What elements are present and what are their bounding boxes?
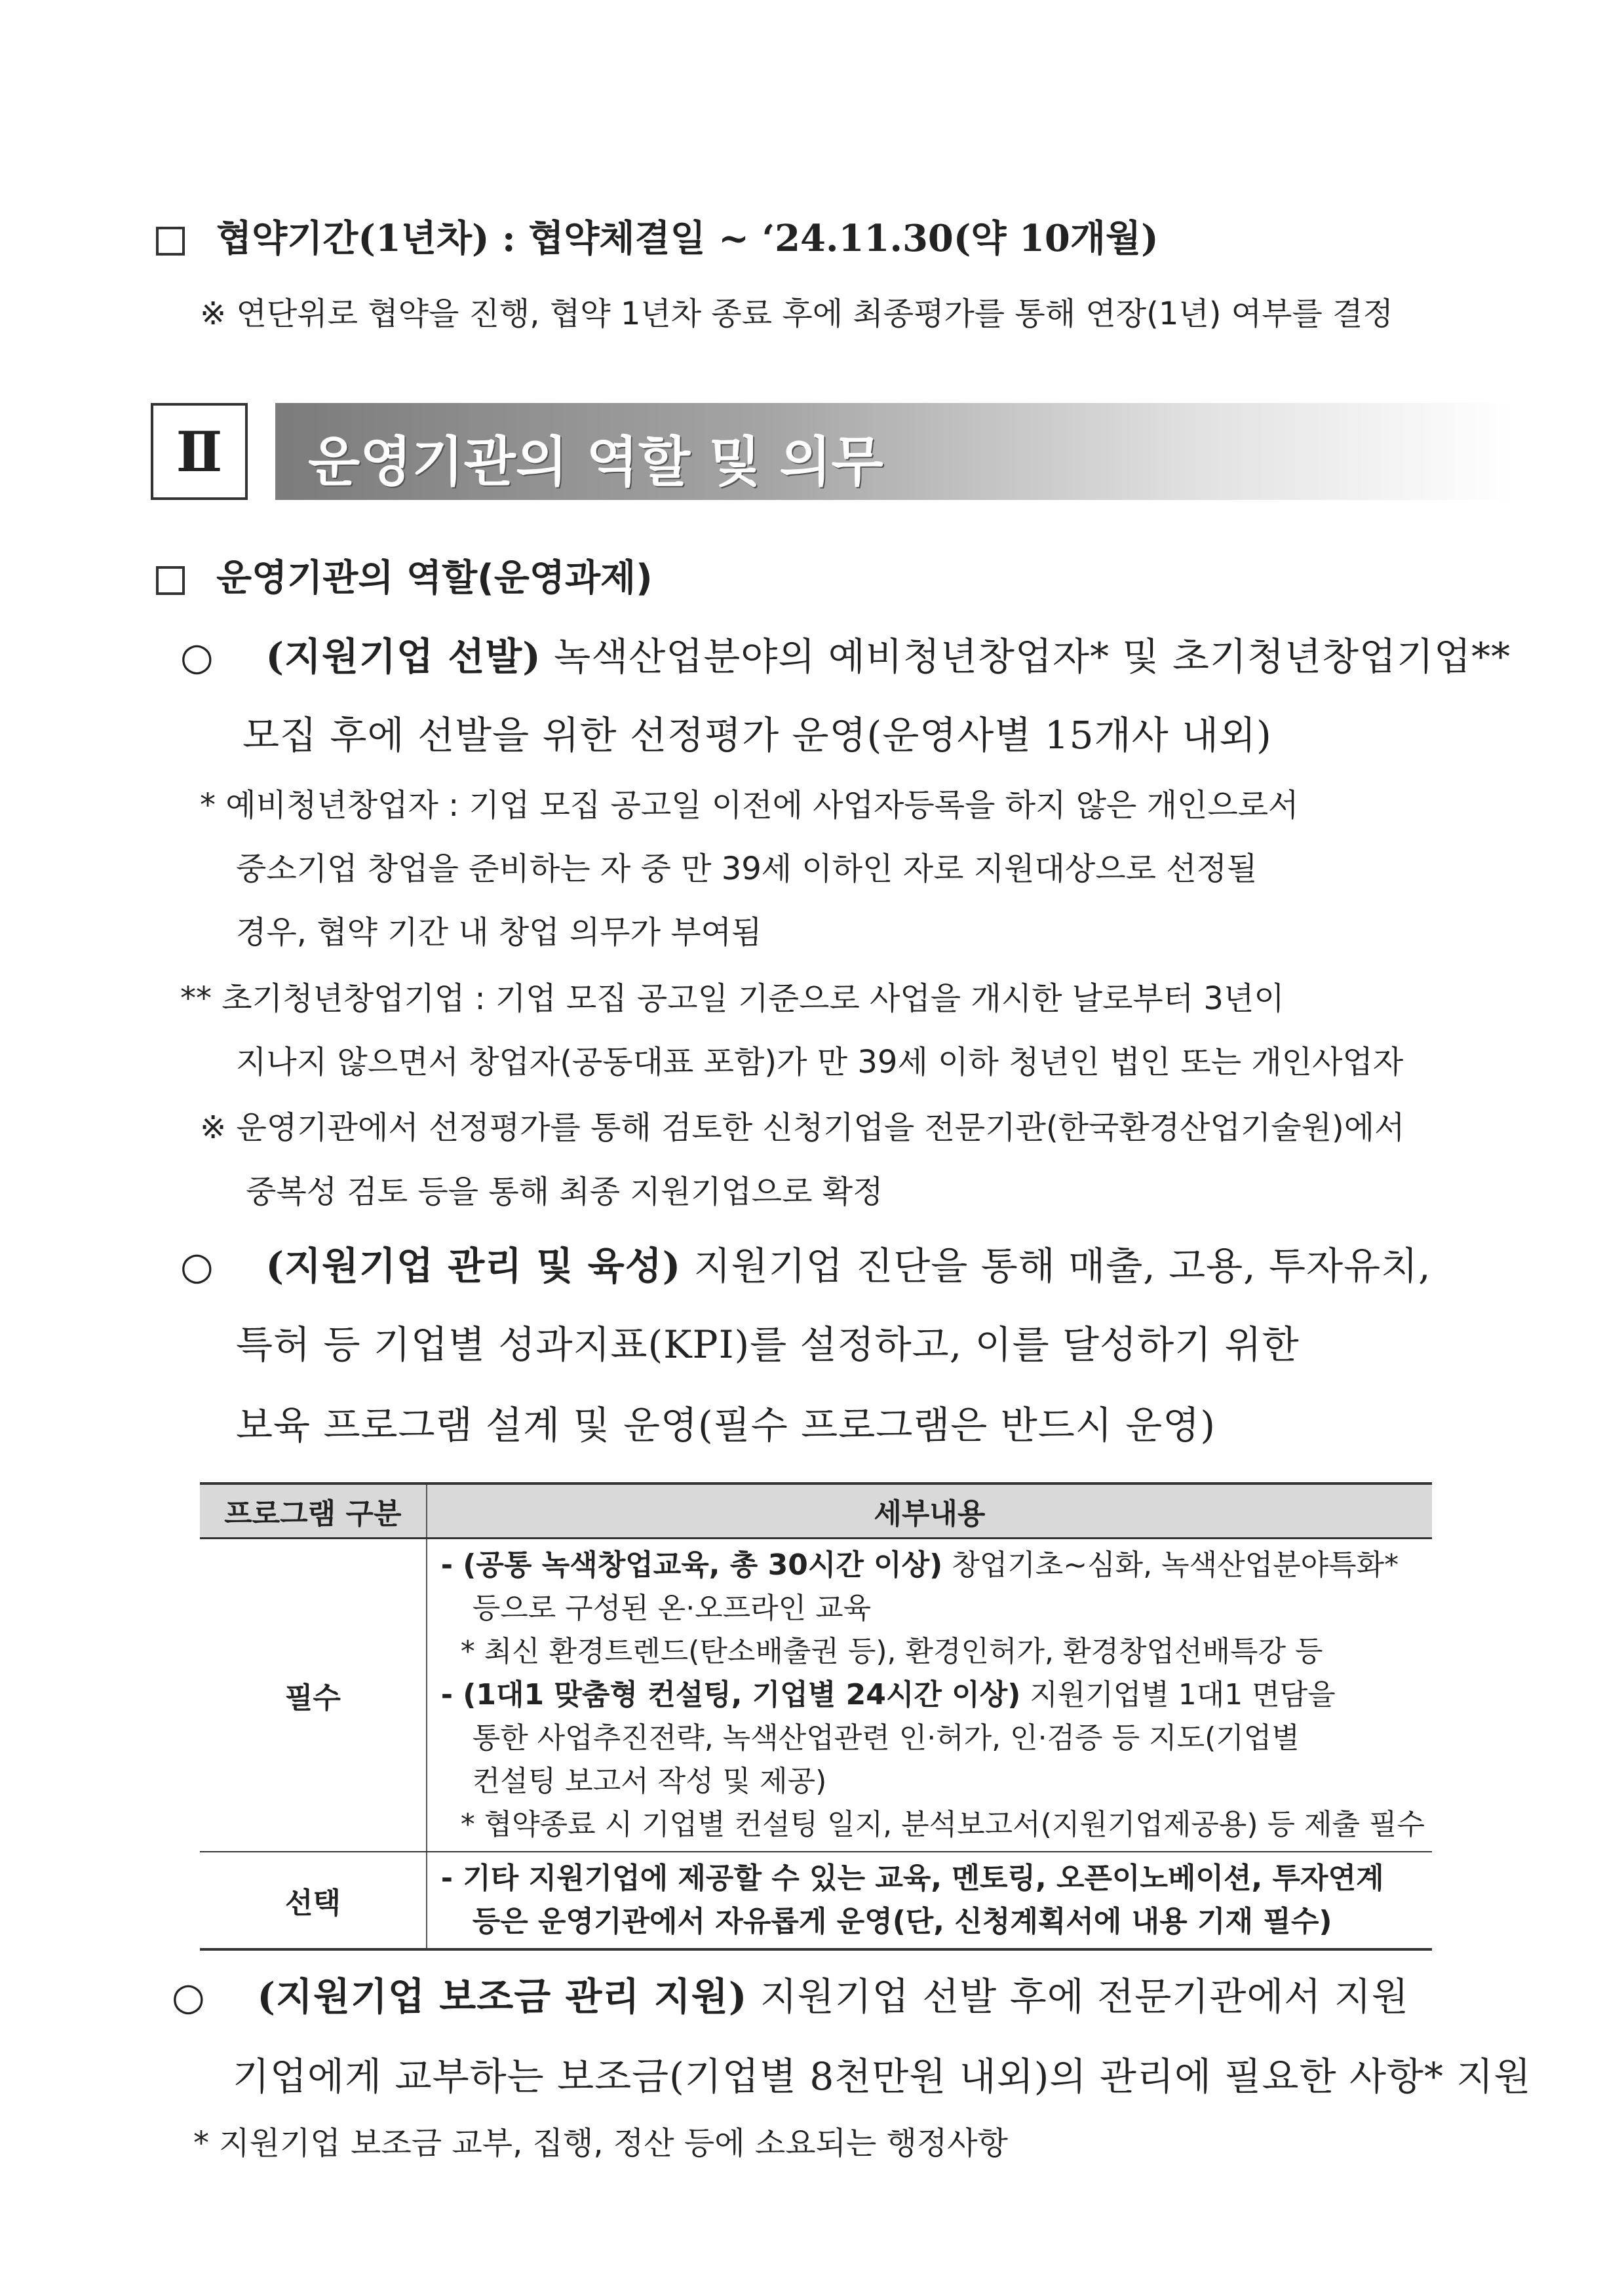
note-earlystartup-l2: 지나지 않으면서 창업자(공동대표 포함)가 만 39세 이하 청년인 법인 또는 개인사업자 bbox=[236, 1044, 1404, 1081]
program-table bbox=[200, 1482, 1432, 1951]
note-prestartup-l3: 경우, 협약 기간 내 창업 의무가 부여됨 bbox=[236, 914, 762, 951]
circle-bullet-icon: ○ bbox=[180, 1244, 214, 1288]
roles-heading-text: 운영기관의 역할(운영과제) bbox=[216, 557, 653, 600]
detail-line: - (1대1 맞춤형 컨설팅, 기업별 24시간 이상) 지원기업별 1대1 면담을 bbox=[440, 1678, 1336, 1712]
detail-line: 등으로 구성된 온·오프라인 교육 bbox=[472, 1592, 872, 1625]
item-subsidy-note: * 지원기업 보조금 교부, 집행, 정산 등에 소요되는 행정사항 bbox=[193, 2125, 1009, 2162]
agreement-period-heading bbox=[156, 210, 1159, 262]
note-earlystartup-l1: ** 초기청년창업기업 : 기업 모집 공고일 기준으로 사업을 개시한 날로부터 3년이 bbox=[180, 980, 1285, 1017]
table-row bbox=[200, 1539, 1432, 1852]
agreement-note: ※ 연단위로 협약을 진행, 협약 1년차 종료 후에 최종평가를 통해 연장(1년) 여부를 결정 bbox=[200, 296, 1393, 332]
detail-line: 컨설팅 보고서 작성 및 제공) bbox=[472, 1765, 827, 1798]
item-subsidy-text1: 지원기업 선발 후에 전문기관에서 지원 bbox=[747, 1974, 1409, 2019]
checkbox-square-icon bbox=[156, 566, 185, 595]
agreement-title-rest: 협약체결일 ~ ‘24.11.30(약 10개월) bbox=[528, 217, 1159, 260]
table-cell-required: 필수 bbox=[200, 1539, 427, 1852]
circle-bullet-icon: ○ bbox=[172, 1974, 206, 2019]
roles-heading bbox=[156, 549, 653, 602]
table-cell-optional: 선택 bbox=[200, 1852, 427, 1949]
note-confirm-l1: ※ 운영기관에서 선정평가를 통해 검토한 신청기업을 전문기관(한국환경산업기술원)에서 bbox=[200, 1109, 1405, 1146]
item-management-line3: 보육 프로그램 설계 및 운영(필수 프로그램은 반드시 운영) bbox=[236, 1403, 1216, 1447]
item-management-head: (지원기업 관리 및 육성) bbox=[265, 1244, 682, 1288]
item-subsidy-line1 bbox=[172, 1966, 1409, 2021]
item-selection-line1 bbox=[180, 626, 1511, 681]
table-row bbox=[200, 1852, 1432, 1949]
detail-line: 등은 운영기관에서 자유롭게 운영(단, 신청계획서에 내용 기재 필수) bbox=[472, 1905, 1332, 1938]
table-header-category: 프로그램 구분 bbox=[200, 1483, 427, 1539]
table-header-row bbox=[200, 1483, 1432, 1539]
note-prestartup-l1: * 예비청년창업자 : 기업 모집 공고일 이전에 사업자등록을 하지 않은 개인으로서 bbox=[200, 787, 1299, 824]
item-management-text1: 지원기업 진단을 통해 매출, 고용, 투자유치, bbox=[681, 1244, 1431, 1288]
detail-line: 통한 사업추진전략, 녹색산업관련 인·허가, 인·검증 등 지도(기업별 bbox=[472, 1721, 1300, 1755]
item-selection-head: (지원기업 선발) bbox=[265, 634, 541, 679]
detail-note: * 최신 환경트렌드(탄소배출권 등), 환경인허가, 환경창업선배특강 등 bbox=[460, 1635, 1323, 1668]
item-management-line1 bbox=[180, 1235, 1431, 1290]
circle-bullet-icon: ○ bbox=[180, 634, 214, 679]
item-selection-line2: 모집 후에 선발을 위한 선정평가 운영(운영사별 15개사 내외) bbox=[242, 713, 1272, 757]
item-subsidy-head: (지원기업 보조금 관리 지원) bbox=[257, 1974, 748, 2019]
note-prestartup-l2: 중소기업 창업을 준비하는 자 중 만 39세 이하인 자로 지원대상으로 선정될 bbox=[236, 851, 1258, 887]
detail-note: * 협약종료 시 기업별 컨설팅 일지, 분석보고서(지원기업제공용) 등 제출 필수 bbox=[460, 1808, 1425, 1841]
section-number-box: Ⅱ bbox=[151, 403, 248, 500]
section-title: 운영기관의 역할 및 의무 bbox=[308, 431, 883, 493]
item-management-line2: 특허 등 기업별 성과지표(KPI)를 설정하고, 이를 달성하기 위한 bbox=[236, 1322, 1300, 1367]
detail-line: - 기타 지원기업에 제공할 수 있는 교육, 멘토링, 오픈이노베이션, 투자연계 bbox=[440, 1862, 1384, 1895]
agreement-title-bold: 협약기간(1년차) : bbox=[216, 217, 529, 260]
item-subsidy-line2: 기업에게 교부하는 보조금(기업별 8천만원 내외)의 관리에 필요한 사항* 지원 bbox=[233, 2054, 1532, 2099]
table-cell-optional-details bbox=[427, 1852, 1432, 1949]
checkbox-square-icon bbox=[156, 227, 185, 256]
note-confirm-l2: 중복성 검토 등을 통해 최종 지원기업으로 확정 bbox=[246, 1174, 883, 1210]
detail-line: - (공통 녹색창업교육, 총 30시간 이상) 창업기초~심화, 녹색산업분야특화* bbox=[440, 1548, 1399, 1582]
item-selection-text1: 녹색산업분야의 예비청년창업자* 및 초기청년창업기업** bbox=[541, 634, 1511, 679]
table-cell-required-details bbox=[427, 1539, 1432, 1852]
table-header-details: 세부내용 bbox=[427, 1483, 1432, 1539]
